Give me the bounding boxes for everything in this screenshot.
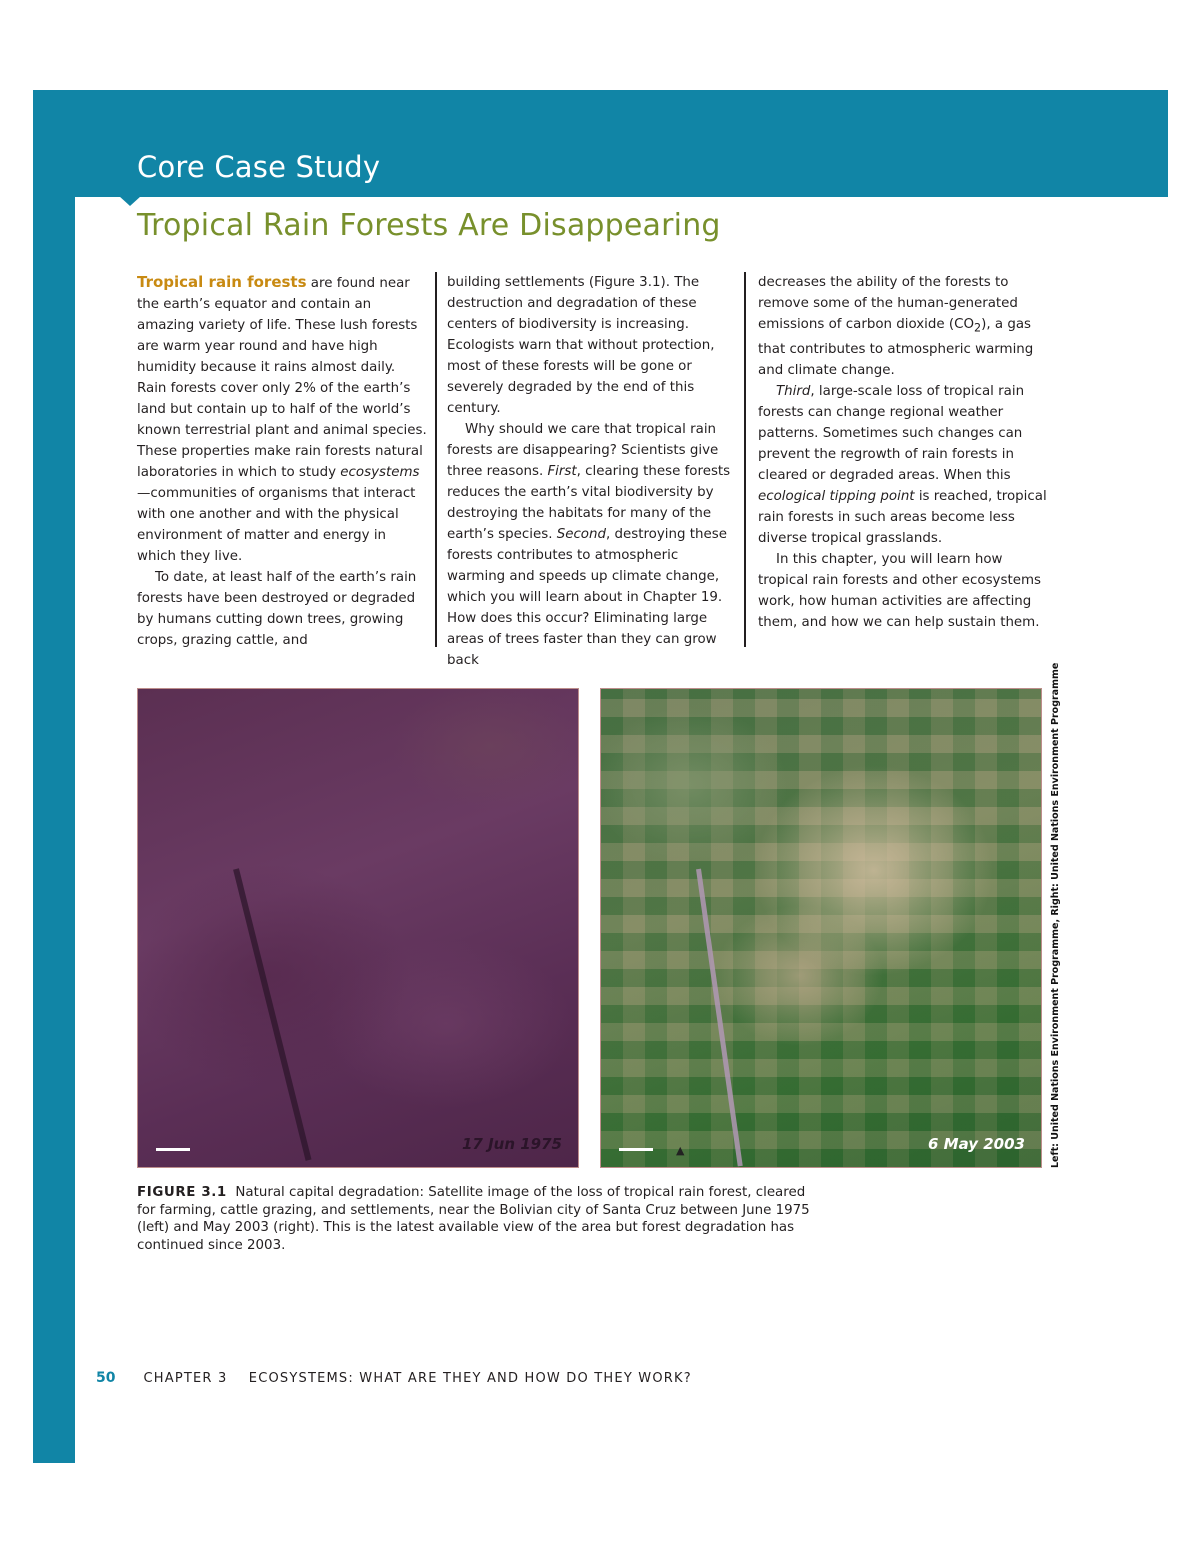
satellite-image-2003 — [600, 688, 1042, 1168]
paragraph-text: , destroying these forests contributes to atmospheric warming and speeds up climate change, which you will learn about in Chapter 19. How does this occur? Eliminating large areas of trees faster than they can grow back — [447, 527, 727, 668]
scale-bar — [156, 1148, 190, 1151]
emphasis-text: ecological tipping point — [758, 488, 915, 504]
page-number: 50 — [96, 1370, 116, 1386]
emphasis-text: ecosystems — [340, 465, 420, 480]
paragraph-text: are found near the earth’s equator and contain an amazing variety of life. These lush forests are warm year round and have high humidity because it rains almost daily. Rain forests cover only 2% of the earth’s land but contain up to half of the world’s known terrestrial plant and animal species. These properties make rain forests natural laboratories in which to study — [137, 276, 427, 480]
caption-text: Satellite image of the loss of tropical rain forest, cleared for farming, cattle grazing, and settlements, near the Bolivian city of Santa Cruz between June 1975 (left) and May 2003 (right). This is the latest available view of the area but forest degradation has continued since 2003. — [137, 1185, 810, 1253]
paragraph-text: , large-scale loss of tropical rain forests can change regional weather patterns. Sometimes such changes can prevent the regrowth of rain forests in cleared or degraded areas. When this — [758, 383, 1025, 483]
paragraph-text: ), a gas that contributes to atmospheric warming and climate change. — [758, 317, 1034, 378]
emphasis-text: Third — [776, 383, 811, 399]
north-arrow-icon: ▲ — [676, 1144, 685, 1157]
header-band-notch — [119, 196, 141, 206]
lead-term: Tropical rain forests — [137, 273, 307, 291]
figure-number: FIGURE 3.1 — [137, 1185, 227, 1200]
photo-credit: Left: United Nations Environment Programme, Right: United Nations Environment Programme — [1050, 662, 1061, 1168]
paragraph-text: —communities of organisms that interact with one another and with the physical environment of matter and energy in which they live. — [137, 486, 416, 564]
paragraph-text: Why should we care that tropical rain forests are disappearing? Scientists give three reasons. — [447, 422, 719, 479]
paragraph — [758, 272, 1053, 381]
case-study-kicker: Core Case Study — [137, 150, 381, 184]
column-divider — [744, 272, 746, 647]
paragraph: In this chapter, you will learn how tropical rain forests and other ecosystems work, how human activities are affecting them, and how we can help sustain them. — [758, 551, 1041, 630]
figure-caption — [137, 1184, 817, 1254]
emphasis-text: First — [547, 464, 577, 479]
subscript: 2 — [974, 321, 982, 335]
paragraph-text: decreases the ability of the forests to remove some of the human-generated emissions of carbon dioxide (CO — [758, 275, 1018, 332]
caption-heading: Natural capital degradation: — [235, 1185, 425, 1200]
paragraph — [758, 381, 1053, 549]
paragraph-text: , clearing these forests reduces the earth’s vital biodiversity by destroying the habitats for many of the earth’s species. — [447, 464, 731, 542]
image-date-label: 17 Jun 1975 — [461, 1135, 562, 1153]
text-column-2 — [447, 272, 737, 671]
scale-bar — [619, 1148, 653, 1151]
emphasis-text: Second — [556, 527, 606, 542]
paragraph-text: is reached, tropical rain forests in such areas become less diverse tropical grasslands. — [758, 488, 1047, 546]
page-title: Tropical Rain Forests Are Disappearing — [137, 208, 721, 243]
paragraph — [137, 272, 427, 567]
running-head: CHAPTER 3 ECOSYSTEMS: WHAT ARE THEY AND HOW DO THEY WORK? — [143, 1371, 692, 1386]
page-footer — [96, 1370, 692, 1386]
paragraph: To date, at least half of the earth’s rain forests have been destroyed or degraded by humans cutting down trees, growing crops, grazing cattle, and — [137, 570, 417, 648]
text-column-3 — [758, 272, 1053, 633]
image-date-label: 6 May 2003 — [928, 1135, 1025, 1153]
paragraph — [447, 419, 737, 671]
column-divider — [435, 272, 437, 647]
satellite-image-1975 — [137, 688, 579, 1168]
left-sidebar-bar — [33, 197, 75, 1463]
river-trace — [696, 869, 743, 1167]
text-column-1 — [137, 272, 427, 651]
paragraph: building settlements (Figure 3.1). The destruction and degradation of these centers of biodiversity is increasing. Ecologists warn that without protection, most of these forests will be gone or severely degraded by the end of this century. — [447, 275, 715, 416]
river-trace — [233, 868, 311, 1161]
